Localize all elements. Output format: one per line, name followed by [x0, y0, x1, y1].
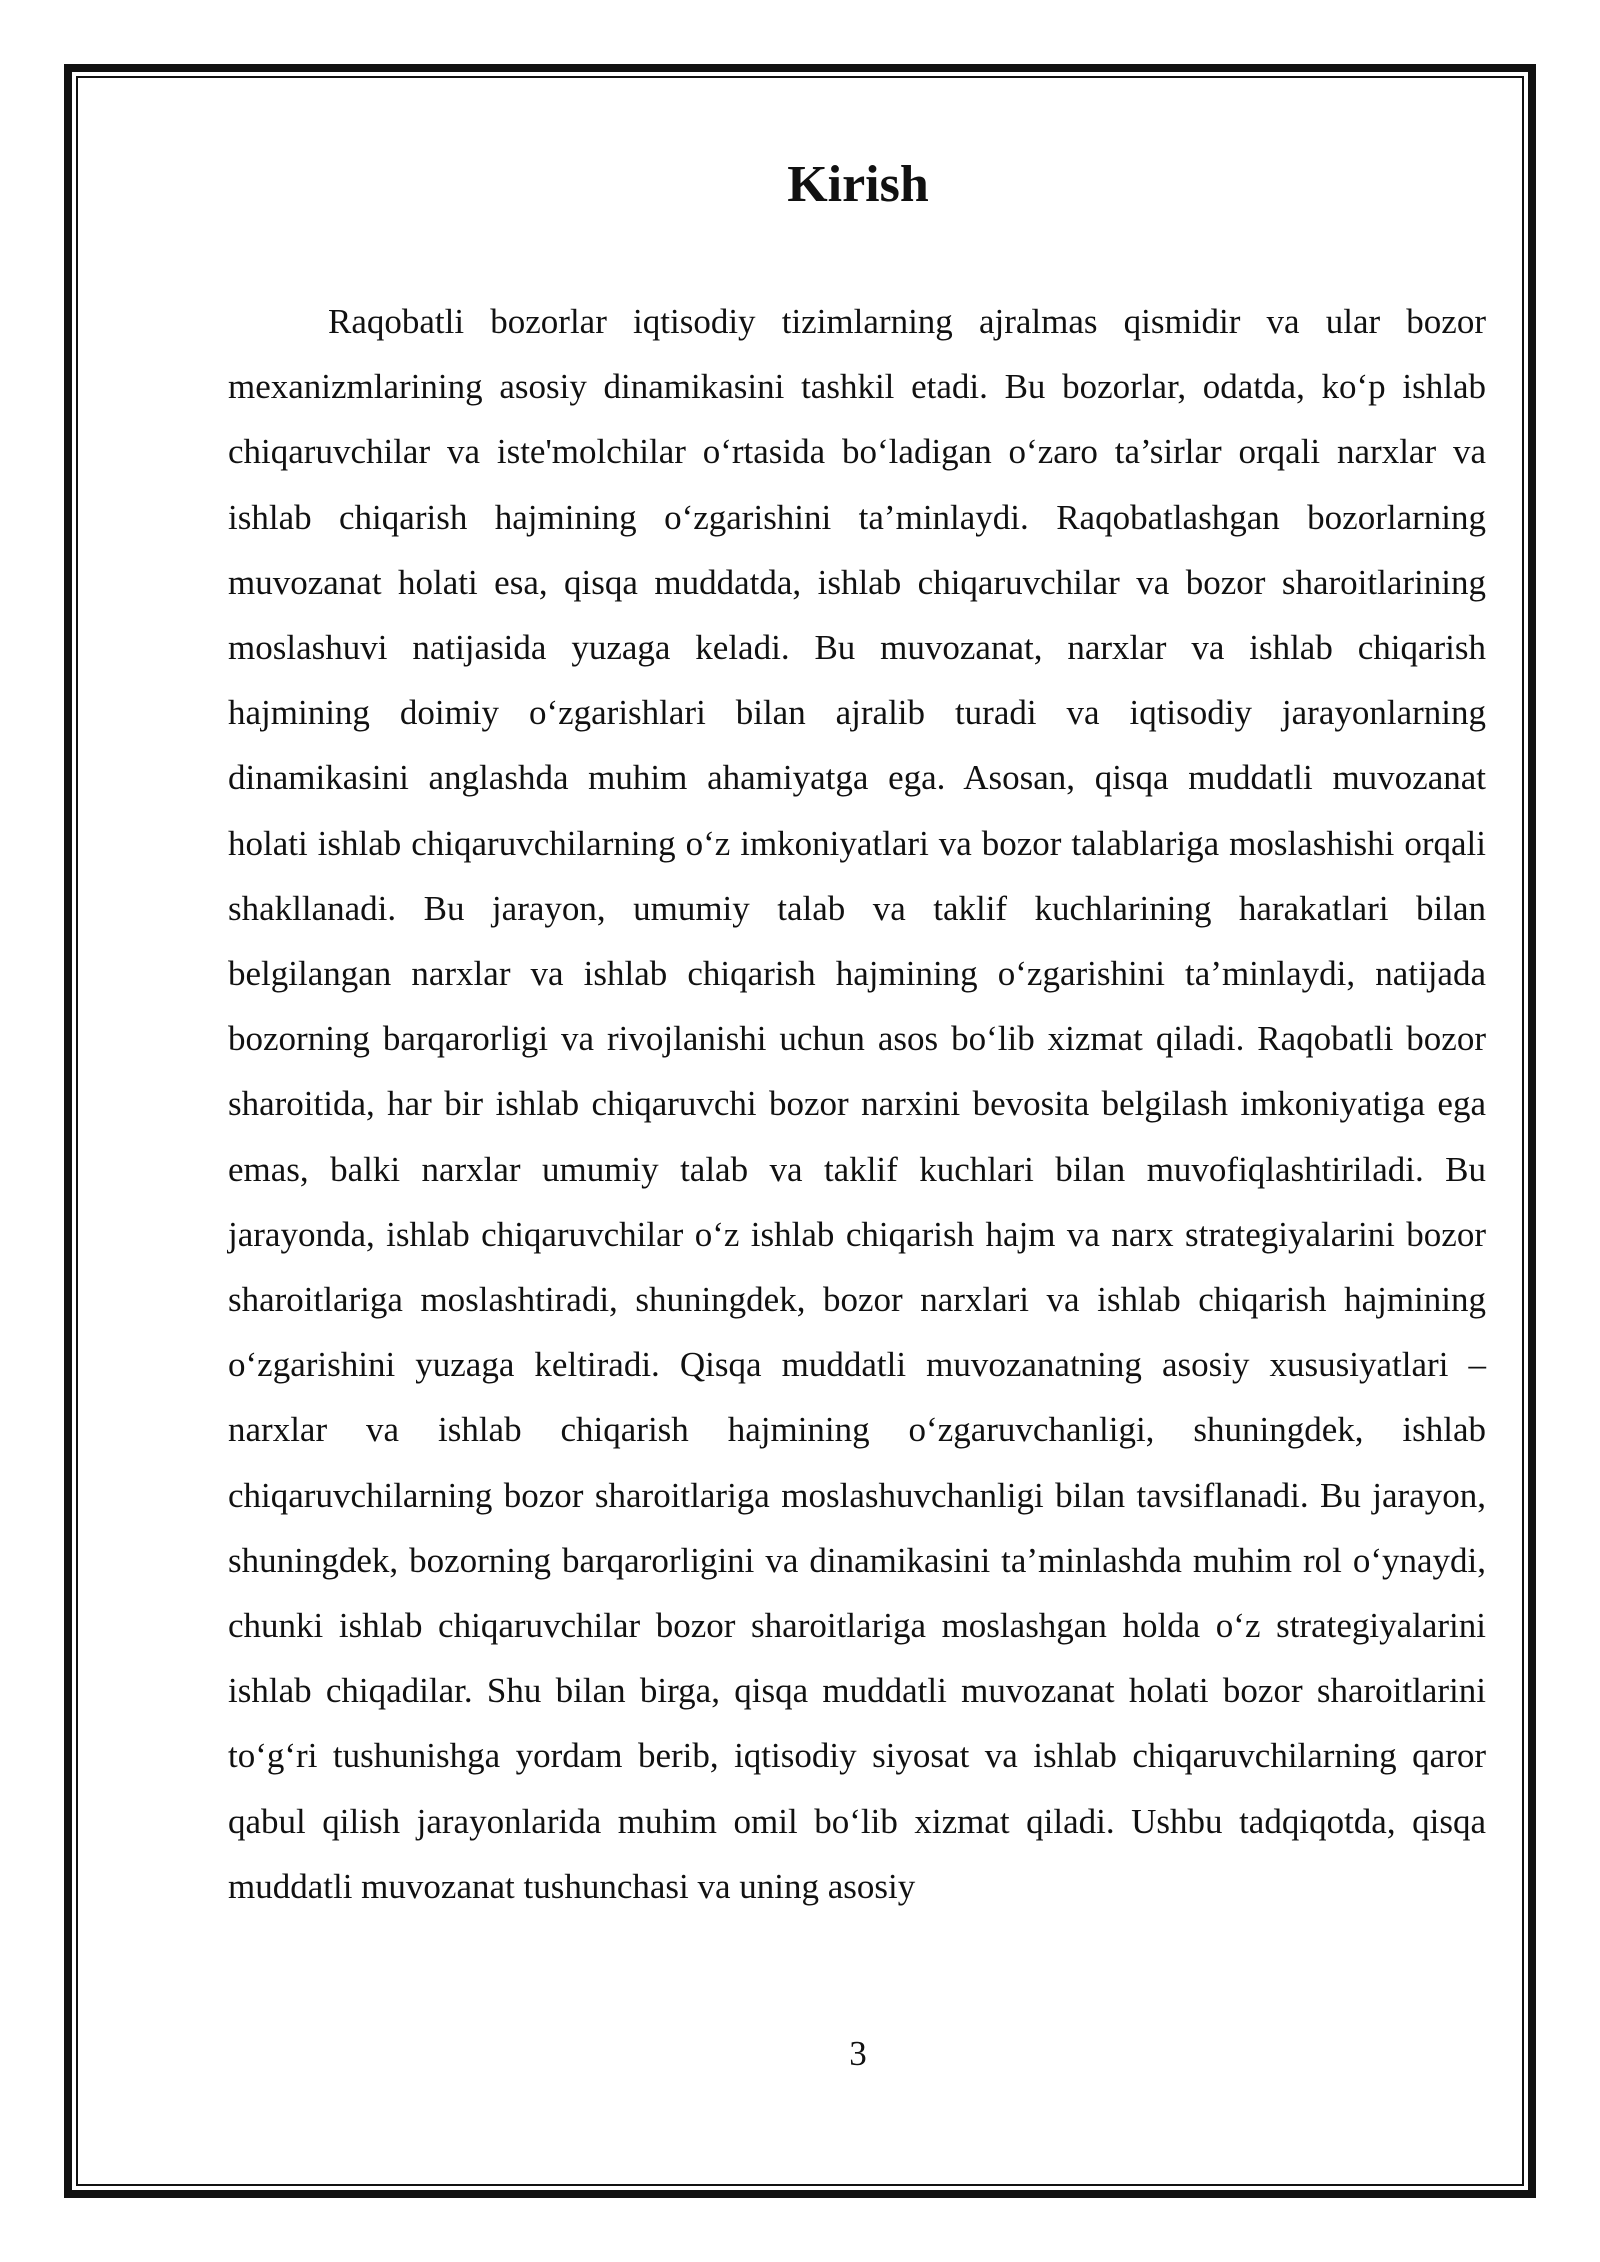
page-number: 3 — [849, 2034, 867, 2073]
page-title: Kirish — [787, 156, 929, 213]
body-paragraph: Raqobatli bozorlar iqtisodiy tizimlarning ajralmas qismidir va ular bozor mexanizmlarining asosiy dinamikasini tashkil etadi. Bu bozorlar, odatda, ko‘p ishlab chiqaruvchilar va iste'molchilar o‘rtasida bo‘ladigan o‘zaro ta’sirlar orqali narxlar va ishlab chiqarish hajmining o‘zgarishini ta’minlaydi. Raqobatlashgan bozorlarning muvozanat holati esa, qisqa muddatda, ishlab chiqaruvchilar va bozor sharoitlarining moslashuvi natijasida yuzaga keladi. Bu muvozanat, narxlar va ishlab chiqarish hajmining doimiy o‘zgarishlari bilan ajralib turadi va iqtisodiy jarayonlarning dinamikasini anglashda muhim ahamiyatga ega. Asosan, qisqa muddatli muvozanat holati ishlab chiqaruvchilarning o‘z imkoniyatlari va bozor talablariga moslashishi orqali shakllanadi. Bu jarayon, umumiy talab va taklif kuchlarining harakatlari bilan belgilangan narxlar va ishlab chiqarish hajmining o‘zgarishini ta’minlaydi, natijada bozorning barqarorligi va rivojlanishi uchun asos bo‘lib xizmat qiladi. Raqobatli bozor sharoitida, har bir ishlab chiqaruvchi bozor narxini bevosita belgilash imkoniyatiga ega emas, balki narxlar umumiy talab va taklif kuchlari bilan muvofiqlashtiriladi. Bu jarayonda, ishlab chiqaruvchilar o‘z ishlab chiqarish hajm va narx strategiyalarini bozor sharoitlariga moslashtiradi, shuningdek, bozor narxlari va ishlab chiqarish hajmining o‘zgarishini yuzaga keltiradi. Qisqa muddatli muvozanatning asosiy xususiyatlari – narxlar va ishlab chiqarish hajmining o‘zgaruvchanligi, shuningdek, ishlab chiqaruvchilarning bozor sharoitlariga moslashuvchanligi bilan tavsiflanadi. Bu jarayon, shuningdek, bozorning barqarorligini va dinamikasini ta’minlashda muhim rol o‘ynaydi, chunki ishlab chiqaruvchilar bozor sharoitlariga moslashgan holda o‘z strategiyalarini ishlab chiqadilar. Shu bilan birga, qisqa muddatli muvozanat holati bozor sharoitlarini to‘g‘ri tushunishga yordam berib, iqtisodiy siyosat va ishlab chiqaruvchilarning qaror qabul qilish jarayonlarida muhim omil bo‘lib xizmat qiladi. Ushbu tadqiqotda, qisqa muddatli muvozanat tushunchasi va uning asosiy — [228, 302, 1486, 1906]
